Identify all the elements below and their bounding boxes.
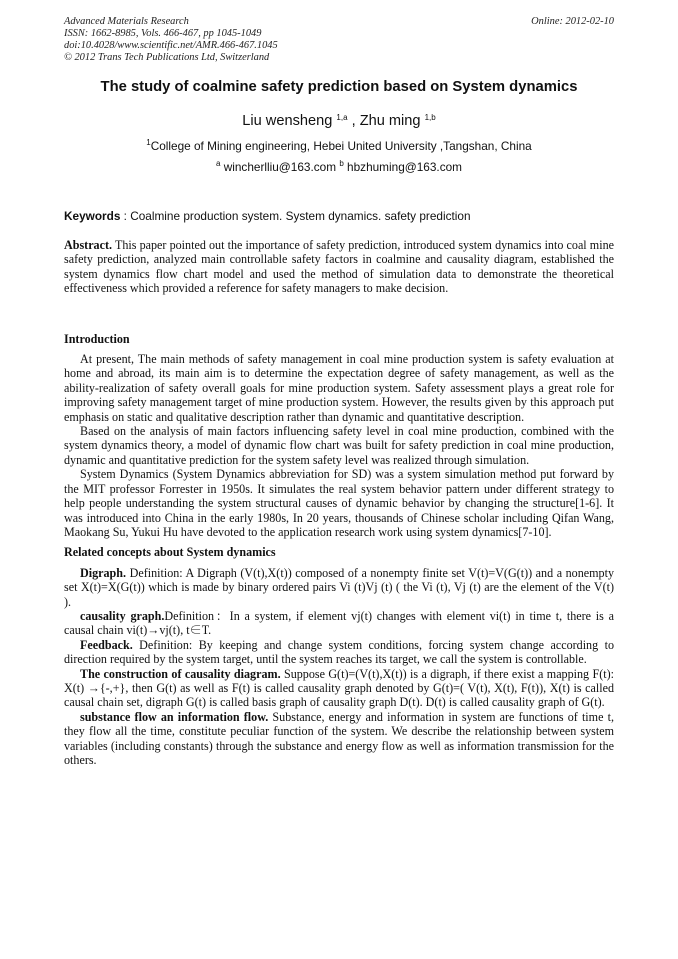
- keywords-label: Keywords: [64, 209, 121, 223]
- causality-construction-definition: [64, 667, 614, 710]
- affiliation: [40, 139, 638, 153]
- journal-name: Advanced Materials Research: [64, 16, 189, 27]
- abstract: [64, 238, 614, 296]
- intro-paragraph-3: System Dynamics (System Dynamics abbreviation for SD) was a system simulation method put forward by the MIT professor Forrester in 1950s. It simulates the real system behavior pattern under different strategy to help people understanding the system structural causes of dynamic behavior by changing the structure[1-6]. It was introduced into China in the early 1980s, In 20 years, thousands of Chinese scholar including Qifan Wang, Maokang Su, Yukui Hu have devoted to the application research work using system dynamics[7-10].: [64, 467, 614, 539]
- author-2-sup: 1,b: [424, 113, 436, 122]
- keywords-text: : Coalmine production system. System dynamics. safety prediction: [120, 209, 471, 223]
- flow-text: Substance, energy and information in system are functions of time t, they flow all the time, constitute peculiar function of the system. We describe the relationship between system variables (including constants) through the substance and energy flow as well as information transmission for the others.: [64, 709, 614, 767]
- causality-graph-definition: [64, 609, 614, 638]
- author-1-sup: 1,a: [336, 113, 348, 122]
- flow-label: substance flow an information flow.: [80, 709, 269, 724]
- authors-line: [40, 113, 638, 129]
- email-b-sup: b: [339, 159, 344, 168]
- feedback-text: Definition: By keeping and change system conditions, forcing system change according to direction required by the system target, until the system reaches its target, we call the system is controllable.: [64, 637, 614, 667]
- construction-text: Suppose G(t)=(V(t),X(t)) is a digraph, if there exist a mapping F(t): X(t) →{-,+}, then G(t) as well as F(t) is called causality graph denoted by G(t)=( V(t), X(t), F(t)), X(t) is called causal chain set, digraph G(t) is called basis graph of causality graph D(t). D(t) is called causality graph of G(t).: [64, 666, 614, 710]
- introduction-heading: Introduction: [64, 331, 130, 346]
- causality-label: causality graph.: [80, 608, 165, 623]
- paper-body: [64, 238, 614, 767]
- journal-info: [64, 16, 278, 64]
- doi-line: doi:10.4028/www.scientific.net/AMR.466-467.1045: [64, 40, 278, 51]
- copyright-line: © 2012 Trans Tech Publications Ltd, Switzerland: [64, 52, 270, 63]
- online-date: Online: 2012-02-10: [531, 16, 614, 27]
- issn-line: ISSN: 1662-8985, Vols. 466-467, pp 1045-1049: [64, 28, 262, 39]
- keywords: [64, 209, 614, 223]
- email-b: hbzhuming@163.com: [343, 160, 462, 174]
- paper-title: The study of coalmine safety prediction based on System dynamics: [100, 79, 578, 95]
- author-separator: ,: [347, 113, 360, 129]
- author-1-name: Liu wensheng: [242, 113, 337, 129]
- abstract-label: Abstract.: [64, 238, 113, 252]
- emails-line: [40, 160, 638, 174]
- author-2-name: Zhu ming: [359, 113, 425, 129]
- intro-paragraph-1: At present, The main methods of safety management in coal mine production system is safety evaluation at home and abroad, its main aim is to determine the expectation degree of safety management, as well as the ability-realization of safety overall goals for mine production system. Safety assessment plays a great role for improving safety management target of mine production system. However, the results given by this approach put emphasis on static and qualitative description rather than dynamic and quantitative description.: [64, 352, 614, 424]
- feedback-label: Feedback.: [80, 637, 133, 652]
- related-concepts-heading: Related concepts about System dynamics: [64, 545, 276, 560]
- construction-label: The construction of causality diagram.: [80, 666, 281, 681]
- email-a-sup: a: [216, 159, 221, 168]
- digraph-text: Definition: A Digraph (V(t),X(t)) composed of a nonempty finite set V(t)=V(G(t)) and a nonempty set X(t)=X(G(t)) which is made by binary ordered pairs Vi (t)Vj (t) ( the Vi (t), Vj (t) are the element of the V(t) ).: [64, 565, 614, 609]
- causality-text: Definition：In a system, if element vj(t) changes with element vi(t) in time t, there is a causal chain vi(t)→vj(t), t∈T.: [64, 608, 614, 638]
- digraph-label: Digraph.: [80, 565, 127, 580]
- affiliation-text: College of Mining engineering, Hebei United University ,Tangshan, China: [150, 139, 532, 153]
- digraph-definition: [64, 566, 614, 609]
- abstract-text: This paper pointed out the importance of safety prediction, introduced system dynamics into coal mine safety prediction, analyzed main controllable safety factors in coalmine and causality diagram, established the system dynamics flow chart model and used the method of simulation data to demonstrate the theoretical effectiveness which provided a reference for safety managers to make decision.: [64, 238, 614, 296]
- email-a: wincherlliu@163.com: [220, 160, 340, 174]
- substance-flow-definition: [64, 710, 614, 768]
- feedback-definition: [64, 638, 614, 667]
- affiliation-sup: 1: [146, 138, 151, 147]
- intro-paragraph-2: Based on the analysis of main factors influencing safety level in coal mine production, combined with the system dynamics theory, a model of dynamic flow chart was built for safety prediction in coal mine production, dynamic and quantitative prediction for the system safety level was realized through simulation.: [64, 424, 614, 467]
